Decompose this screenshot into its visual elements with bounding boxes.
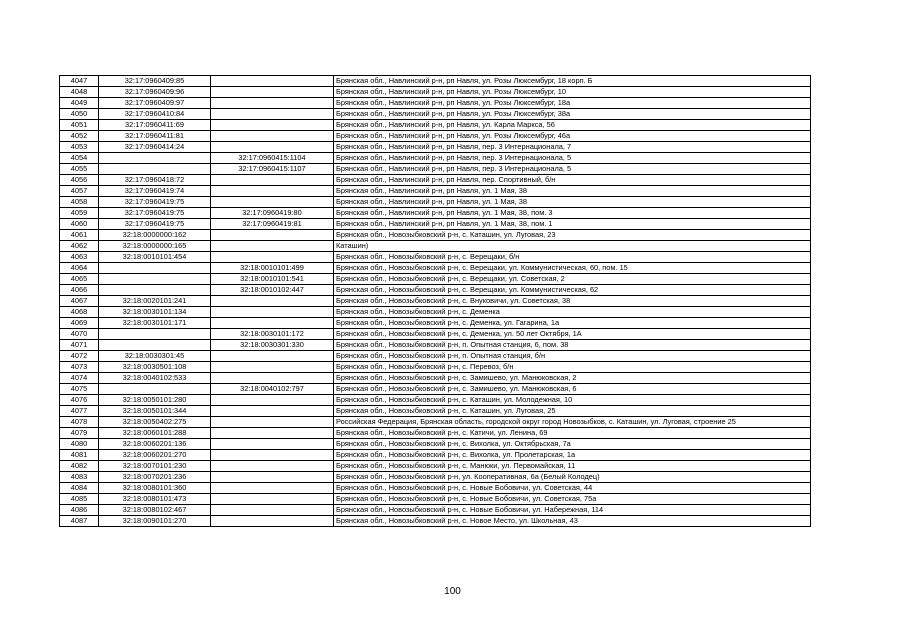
table-row (60, 384, 811, 395)
row-number-cell: 4075 (60, 384, 99, 395)
cadastral-number-cell: 32:18:0060101:288 (99, 428, 211, 439)
address-cell: Брянская обл., Новозыбковский р-н, с. Вихолка, ул. Пролетарская, 1а (334, 450, 811, 461)
property-registry-table (59, 75, 811, 527)
address-cell: Брянская обл., Новозыбковский р-н, с. Каташин, ул. Молодежная, 10 (334, 395, 811, 406)
sub-cadastral-number-cell (211, 505, 334, 516)
row-number-cell: 4086 (60, 505, 99, 516)
table-row (60, 197, 811, 208)
cadastral-number-cell: 32:17:0960414:24 (99, 142, 211, 153)
row-number-cell: 4084 (60, 483, 99, 494)
table-row (60, 472, 811, 483)
sub-cadastral-number-cell: 32:17:0960415:1107 (211, 164, 334, 175)
sub-cadastral-number-cell: 32:18:0010102:447 (211, 285, 334, 296)
table-row (60, 219, 811, 230)
cadastral-number-cell: 32:18:0090101:270 (99, 516, 211, 527)
sub-cadastral-number-cell (211, 406, 334, 417)
cadastral-number-cell: 32:18:0030101:134 (99, 307, 211, 318)
sub-cadastral-number-cell: 32:18:0010101:541 (211, 274, 334, 285)
address-cell: Брянская обл., Навлинский р-н, рп Навля, пер. 3 Интернационала, 5 (334, 153, 811, 164)
address-cell: Брянская обл., Новозыбковский р-н, с. Замишево, ул. Манюковская, 2 (334, 373, 811, 384)
cadastral-number-cell: 32:18:0030501:108 (99, 362, 211, 373)
cadastral-number-cell (99, 164, 211, 175)
table-row (60, 351, 811, 362)
sub-cadastral-number-cell (211, 109, 334, 120)
cadastral-number-cell (99, 285, 211, 296)
row-number-cell: 4081 (60, 450, 99, 461)
cadastral-number-cell: 32:18:0070101:230 (99, 461, 211, 472)
row-number-cell: 4064 (60, 263, 99, 274)
cadastral-number-cell: 32:18:0030301:45 (99, 351, 211, 362)
row-number-cell: 4079 (60, 428, 99, 439)
address-cell: Российская Федерация, Брянская область, городской округ город Новозыбков, с. Каташин, ул. Луговая, строение 25 (334, 417, 811, 428)
table-row (60, 318, 811, 329)
row-number-cell: 4049 (60, 98, 99, 109)
row-number-cell: 4068 (60, 307, 99, 318)
table-row (60, 131, 811, 142)
address-cell: Брянская обл., Навлинский р-н, рп Навля, ул. Карла Маркса, 56 (334, 120, 811, 131)
address-cell: Брянская обл., Навлинский р-н, рп Навля, ул. 1 Мая, 38 (334, 186, 811, 197)
row-number-cell: 4059 (60, 208, 99, 219)
cadastral-number-cell: 32:17:0960409:85 (99, 76, 211, 87)
row-number-cell: 4056 (60, 175, 99, 186)
row-number-cell: 4077 (60, 406, 99, 417)
table-row (60, 208, 811, 219)
cadastral-number-cell (99, 274, 211, 285)
sub-cadastral-number-cell (211, 450, 334, 461)
cadastral-number-cell (99, 384, 211, 395)
table-row (60, 98, 811, 109)
row-number-cell: 4051 (60, 120, 99, 131)
sub-cadastral-number-cell (211, 516, 334, 527)
cadastral-number-cell: 32:18:0000000:165 (99, 241, 211, 252)
table-row (60, 395, 811, 406)
row-number-cell: 4054 (60, 153, 99, 164)
row-number-cell: 4063 (60, 252, 99, 263)
table-row (60, 417, 811, 428)
row-number-cell: 4055 (60, 164, 99, 175)
cadastral-number-cell (99, 263, 211, 274)
address-cell: Брянская обл., Новозыбковский р-н, с. Новые Бобовичи, ул. Советская, 44 (334, 483, 811, 494)
row-number-cell: 4087 (60, 516, 99, 527)
sub-cadastral-number-cell (211, 296, 334, 307)
cadastral-number-cell (99, 153, 211, 164)
row-number-cell: 4050 (60, 109, 99, 120)
row-number-cell: 4083 (60, 472, 99, 483)
cadastral-number-cell: 32:17:0960418:72 (99, 175, 211, 186)
cadastral-number-cell: 32:18:0060201:136 (99, 439, 211, 450)
address-cell: Брянская обл., Навлинский р-н, рп Навля, ул. 1 Мая, 38 (334, 197, 811, 208)
address-cell: Брянская обл., Новозыбковский р-н, с. Замишево, ул. Манюковская, 6 (334, 384, 811, 395)
sub-cadastral-number-cell (211, 142, 334, 153)
address-cell: Брянская обл., Навлинский р-н, рп Навля, ул. Розы Люксембург, 18 корп. Б (334, 76, 811, 87)
sub-cadastral-number-cell: 32:17:0960419:80 (211, 208, 334, 219)
cadastral-number-cell: 32:18:0050402:275 (99, 417, 211, 428)
address-cell: Каташин) (334, 241, 811, 252)
address-cell: Брянская обл., Навлинский р-н, рп Навля, пер. Спортивный, б/н (334, 175, 811, 186)
row-number-cell: 4062 (60, 241, 99, 252)
sub-cadastral-number-cell: 32:17:0960419:81 (211, 219, 334, 230)
sub-cadastral-number-cell (211, 428, 334, 439)
row-number-cell: 4057 (60, 186, 99, 197)
cadastral-number-cell: 32:18:0060201:270 (99, 450, 211, 461)
table-row (60, 373, 811, 384)
sub-cadastral-number-cell: 32:18:0030101:172 (211, 329, 334, 340)
row-number-cell: 4078 (60, 417, 99, 428)
sub-cadastral-number-cell (211, 395, 334, 406)
table-row (60, 186, 811, 197)
document-sheet (59, 75, 811, 527)
cadastral-number-cell: 32:18:0070201:236 (99, 472, 211, 483)
row-number-cell: 4070 (60, 329, 99, 340)
sub-cadastral-number-cell (211, 318, 334, 329)
row-number-cell: 4053 (60, 142, 99, 153)
sub-cadastral-number-cell (211, 461, 334, 472)
table-row (60, 285, 811, 296)
cadastral-number-cell: 32:17:0960419:75 (99, 219, 211, 230)
row-number-cell: 4080 (60, 439, 99, 450)
cadastral-number-cell: 32:18:0010101:454 (99, 252, 211, 263)
table-row (60, 252, 811, 263)
address-cell: Брянская обл., Новозыбковский р-н, с. Новые Бобовичи, ул. Набережная, 114 (334, 505, 811, 516)
cadastral-number-cell: 32:17:0960410:84 (99, 109, 211, 120)
address-cell: Брянская обл., Новозыбковский р-н, с. Вихолка, ул. Октябрьская, 7а (334, 439, 811, 450)
address-cell: Брянская обл., Новозыбковский р-н, с. Деменка, ул. 50 лет Октября, 1А (334, 329, 811, 340)
sub-cadastral-number-cell (211, 494, 334, 505)
table-row (60, 263, 811, 274)
table-row (60, 307, 811, 318)
page-number: 100 (444, 586, 461, 597)
cadastral-number-cell: 32:18:0000000:162 (99, 230, 211, 241)
table-row (60, 153, 811, 164)
address-cell: Брянская обл., Новозыбковский р-н, с. Верещаки, ул. Советская, 2 (334, 274, 811, 285)
table-row (60, 329, 811, 340)
address-cell: Брянская обл., Навлинский р-н, рп Навля, ул. Розы Люксембург, 10 (334, 87, 811, 98)
cadastral-number-cell: 32:18:0080101:473 (99, 494, 211, 505)
table-row (60, 241, 811, 252)
cadastral-number-cell: 32:18:0050101:344 (99, 406, 211, 417)
cadastral-number-cell: 32:17:0960419:74 (99, 186, 211, 197)
row-number-cell: 4047 (60, 76, 99, 87)
sub-cadastral-number-cell (211, 483, 334, 494)
sub-cadastral-number-cell: 32:18:0030301:330 (211, 340, 334, 351)
address-cell: Брянская обл., Новозыбковский р-н, с. Верещаки, ул. Коммунистическая, 62 (334, 285, 811, 296)
row-number-cell: 4058 (60, 197, 99, 208)
row-number-cell: 4074 (60, 373, 99, 384)
sub-cadastral-number-cell (211, 351, 334, 362)
sub-cadastral-number-cell (211, 307, 334, 318)
table-row (60, 439, 811, 450)
address-cell: Брянская обл., Навлинский р-н, рп Навля, пер. 3 Интернационала, 7 (334, 142, 811, 153)
table-row (60, 340, 811, 351)
row-number-cell: 4052 (60, 131, 99, 142)
address-cell: Брянская обл., Новозыбковский р-н, с. Катичи, ул. Ленина, 69 (334, 428, 811, 439)
table-row (60, 516, 811, 527)
row-number-cell: 4073 (60, 362, 99, 373)
table-row (60, 142, 811, 153)
cadastral-number-cell: 32:17:0960409:96 (99, 87, 211, 98)
table-row (60, 483, 811, 494)
table-row (60, 296, 811, 307)
address-cell: Брянская обл., Новозыбковский р-н, с. Новые Бобовичи, ул. Советская, 75а (334, 494, 811, 505)
table-row (60, 76, 811, 87)
table-row (60, 461, 811, 472)
cadastral-number-cell: 32:18:0050101:280 (99, 395, 211, 406)
address-cell: Брянская обл., Новозыбковский р-н, с. Манюки, ул. Первомайская, 11 (334, 461, 811, 472)
address-cell: Брянская обл., Новозыбковский р-н, с. Перевоз, б/н (334, 362, 811, 373)
address-cell: Брянская обл., Новозыбковский р-н, с. Каташин, ул. Луговая, 25 (334, 406, 811, 417)
table-row (60, 230, 811, 241)
address-cell: Брянская обл., Навлинский р-н, рп Навля, пер. 3 Интернационала, 5 (334, 164, 811, 175)
cadastral-number-cell: 32:17:0960409:97 (99, 98, 211, 109)
table-row (60, 505, 811, 516)
sub-cadastral-number-cell: 32:18:0040102:797 (211, 384, 334, 395)
cadastral-number-cell: 32:17:0960419:75 (99, 197, 211, 208)
sub-cadastral-number-cell (211, 439, 334, 450)
sub-cadastral-number-cell (211, 417, 334, 428)
sub-cadastral-number-cell (211, 76, 334, 87)
table-row (60, 120, 811, 131)
sub-cadastral-number-cell (211, 87, 334, 98)
cadastral-number-cell: 32:17:0960419:75 (99, 208, 211, 219)
table-row (60, 274, 811, 285)
address-cell: Брянская обл., Новозыбковский р-н, п. Опытная станция, 6, пом. 38 (334, 340, 811, 351)
table-row (60, 87, 811, 98)
sub-cadastral-number-cell (211, 252, 334, 263)
table-row (60, 362, 811, 373)
address-cell: Брянская обл., Новозыбковский р-н, п. Опытная станция, б/н (334, 351, 811, 362)
cadastral-number-cell: 32:18:0040102:533 (99, 373, 211, 384)
row-number-cell: 4082 (60, 461, 99, 472)
table-row (60, 109, 811, 120)
address-cell: Брянская обл., Новозыбковский р-н, с. Внуковичи, ул. Советская, 38 (334, 296, 811, 307)
sub-cadastral-number-cell (211, 472, 334, 483)
row-number-cell: 4072 (60, 351, 99, 362)
sub-cadastral-number-cell (211, 120, 334, 131)
address-cell: Брянская обл., Навлинский р-н, рп Навля, ул. Розы Люксембург, 46а (334, 131, 811, 142)
table-row (60, 164, 811, 175)
address-cell: Брянская обл., Новозыбковский р-н, ул. Кооперативная, 6а (Белый Колодец) (334, 472, 811, 483)
cadastral-number-cell: 32:17:0960411:69 (99, 120, 211, 131)
sub-cadastral-number-cell (211, 241, 334, 252)
address-cell: Брянская обл., Новозыбковский р-н, с. Каташин, ул. Луговая, 23 (334, 230, 811, 241)
sub-cadastral-number-cell (211, 197, 334, 208)
row-number-cell: 4065 (60, 274, 99, 285)
table-row (60, 494, 811, 505)
sub-cadastral-number-cell (211, 186, 334, 197)
row-number-cell: 4060 (60, 219, 99, 230)
row-number-cell: 4085 (60, 494, 99, 505)
row-number-cell: 4048 (60, 87, 99, 98)
address-cell: Брянская обл., Новозыбковский р-н, с. Деменка (334, 307, 811, 318)
address-cell: Брянская обл., Навлинский р-н, рп Навля, ул. 1 Мая, 38, пом. 1 (334, 219, 811, 230)
sub-cadastral-number-cell (211, 230, 334, 241)
row-number-cell: 4069 (60, 318, 99, 329)
cadastral-number-cell: 32:17:0960411:81 (99, 131, 211, 142)
sub-cadastral-number-cell (211, 98, 334, 109)
row-number-cell: 4066 (60, 285, 99, 296)
sub-cadastral-number-cell (211, 362, 334, 373)
cadastral-number-cell (99, 329, 211, 340)
address-cell: Брянская обл., Новозыбковский р-н, с. Новое Место, ул. Школьная, 43 (334, 516, 811, 527)
address-cell: Брянская обл., Навлинский р-н, рп Навля, ул. Розы Люксембург, 18а (334, 98, 811, 109)
address-cell: Брянская обл., Навлинский р-н, рп Навля, ул. 1 Мая, 38, пом. 3 (334, 208, 811, 219)
row-number-cell: 4076 (60, 395, 99, 406)
address-cell: Брянская обл., Новозыбковский р-н, с. Деменка, ул. Гагарина, 1а (334, 318, 811, 329)
cadastral-number-cell: 32:18:0030101:171 (99, 318, 211, 329)
table-row (60, 406, 811, 417)
table-row (60, 428, 811, 439)
sub-cadastral-number-cell: 32:18:0010101:499 (211, 263, 334, 274)
row-number-cell: 4067 (60, 296, 99, 307)
table-row (60, 450, 811, 461)
cadastral-number-cell: 32:18:0080102:467 (99, 505, 211, 516)
address-cell: Брянская обл., Новозыбковский р-н, с. Верещаки, б/н (334, 252, 811, 263)
sub-cadastral-number-cell (211, 373, 334, 384)
cadastral-number-cell: 32:18:0080101:360 (99, 483, 211, 494)
cadastral-number-cell (99, 340, 211, 351)
address-cell: Брянская обл., Навлинский р-н, рп Навля, ул. Розы Люксембург, 38а (334, 109, 811, 120)
cadastral-number-cell: 32:18:0020101:241 (99, 296, 211, 307)
registry-table-body (60, 76, 811, 527)
sub-cadastral-number-cell (211, 131, 334, 142)
sub-cadastral-number-cell: 32:17:0960415:1104 (211, 153, 334, 164)
row-number-cell: 4071 (60, 340, 99, 351)
table-row (60, 175, 811, 186)
sub-cadastral-number-cell (211, 175, 334, 186)
row-number-cell: 4061 (60, 230, 99, 241)
address-cell: Брянская обл., Новозыбковский р-н, с. Верещаки, ул. Коммунистическая, 60, пом. 15 (334, 263, 811, 274)
